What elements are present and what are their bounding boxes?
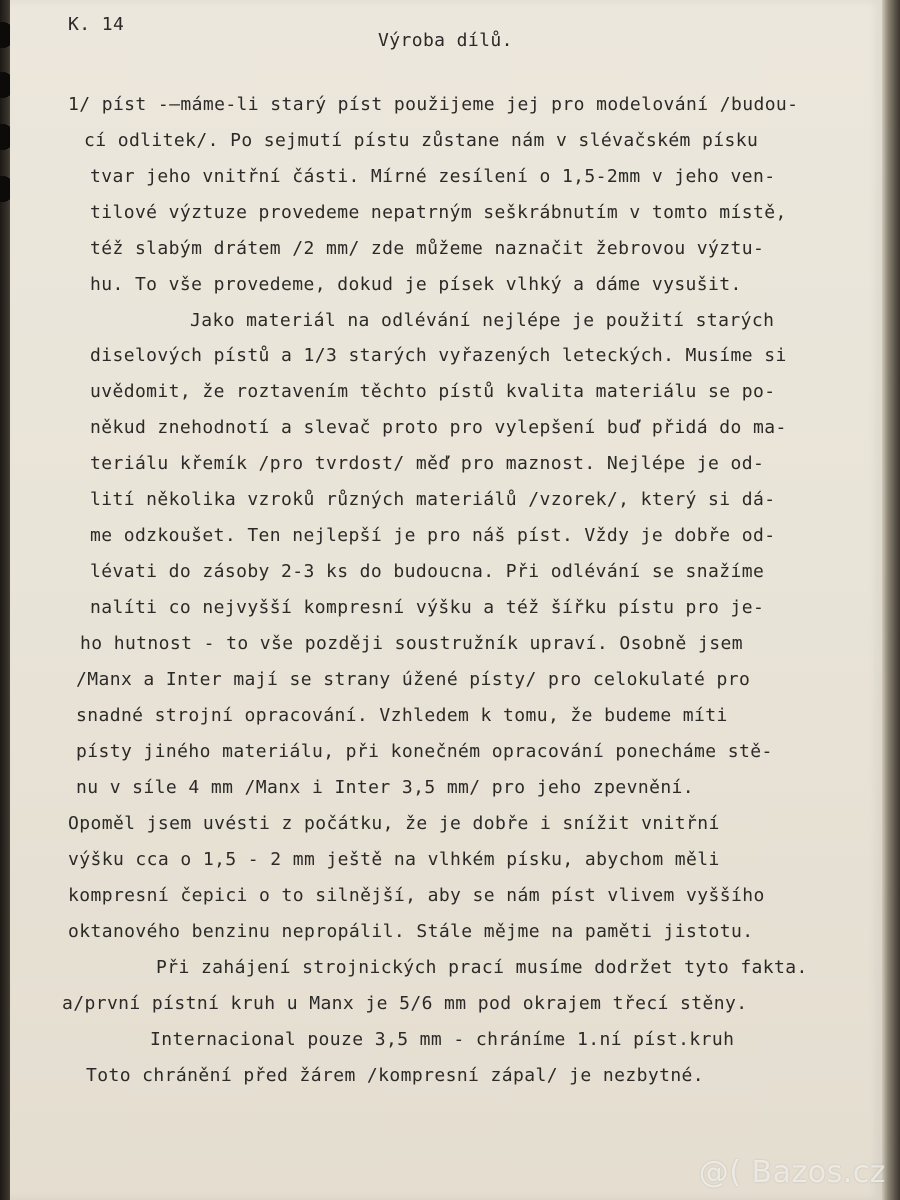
text-line: též slabým drátem /2 mm/ zde můžeme naznačit žebrovou výztu-	[90, 238, 765, 259]
typewritten-page	[10, 0, 882, 1200]
text-line: písty jiného materiálu, při konečném opracování ponecháme stě-	[76, 741, 773, 762]
text-line: Jako materiál na odlévání nejlépe je použití starých	[190, 310, 775, 331]
text-line: diselových pístů a 1/3 starých vyřazených leteckých. Musíme si	[90, 345, 787, 366]
text-line: lévati do zásoby 2-3 ks do budoucna. Při odlévání se snažíme	[90, 561, 765, 582]
text-line: Při zahájení strojnických prací musíme dodržet tyto fakta.	[156, 957, 808, 978]
text-line: výšku cca o 1,5 - 2 mm ještě na vlhkém písku, abychom měli	[68, 849, 720, 870]
bazos-watermark: @( Bazos.cz	[698, 1155, 886, 1190]
text-line: Internacional pouze 3,5 mm - chráníme 1.ní píst.kruh	[150, 1029, 735, 1050]
page-title: Výroba dílů.	[378, 30, 513, 51]
text-line: /Manx a Inter mají se strany úžené písty/ pro celokulaté pro	[76, 669, 751, 690]
text-line: nu v síle 4 mm /Manx i Inter 3,5 mm/ pro jeho zpevnění.	[76, 777, 695, 798]
text-line: nalíti co nejvyšší kompresní výšku a též šířku pístu pro je-	[90, 597, 765, 618]
text-line: uvědomit, že roztavením těchto pístů kvalita materiálu se po-	[90, 381, 776, 402]
text-line: lití několika vzroků různých materiálů /vzorek/, který si dá-	[90, 489, 776, 510]
text-line: někud znehodnotí a slevač proto pro vylepšení buď přidá do ma-	[90, 417, 787, 438]
text-line: tvar jeho vnitřní části. Mírné zesílení o 1,5-2mm v jeho ven-	[90, 166, 776, 187]
text-line: 1/ píst -–máme-li starý píst použijeme jej pro modelování /budou-	[68, 94, 799, 115]
text-line: Opoměl jsem uvésti z počátku, že je dobře i snížit vnitřní	[68, 813, 720, 834]
text-line: snadné strojní opracování. Vzhledem k tomu, že budeme míti	[76, 705, 728, 726]
text-line: cí odlitek/. Po sejmutí pístu zůstane nám v slévačském písku	[84, 130, 759, 151]
text-line: oktanového benzinu nepropálil. Stále mějme na paměti jistotu.	[68, 921, 754, 942]
sheet-label: K. 14	[68, 14, 125, 35]
text-line: a/první pístní kruh u Manx je 5/6 mm pod okrajem třecí stěny.	[62, 993, 748, 1014]
text-line: hu. To vše provedeme, dokud je písek vlhký a dáme vysušit.	[90, 274, 742, 295]
text-line: Toto chránění před žárem /kompresní zápal/ je nezbytné.	[86, 1065, 705, 1086]
text-line: tilové výztuze provedeme nepatrným seškrábnutím v tomto místě,	[90, 202, 787, 223]
text-line: me odzkoušet. Ten nejlepší je pro náš píst. Vždy je dobře od-	[90, 525, 776, 546]
text-line: ho hutnost - to vše později soustružník upraví. Osobně jsem	[80, 633, 743, 654]
page-edge	[882, 0, 900, 1200]
text-line: kompresní čepici o to silnější, aby se nám píst vlivem vyššího	[68, 885, 765, 906]
text-line: teriálu křemík /pro tvrdost/ měď pro maznost. Nejlépe je od-	[90, 453, 765, 474]
